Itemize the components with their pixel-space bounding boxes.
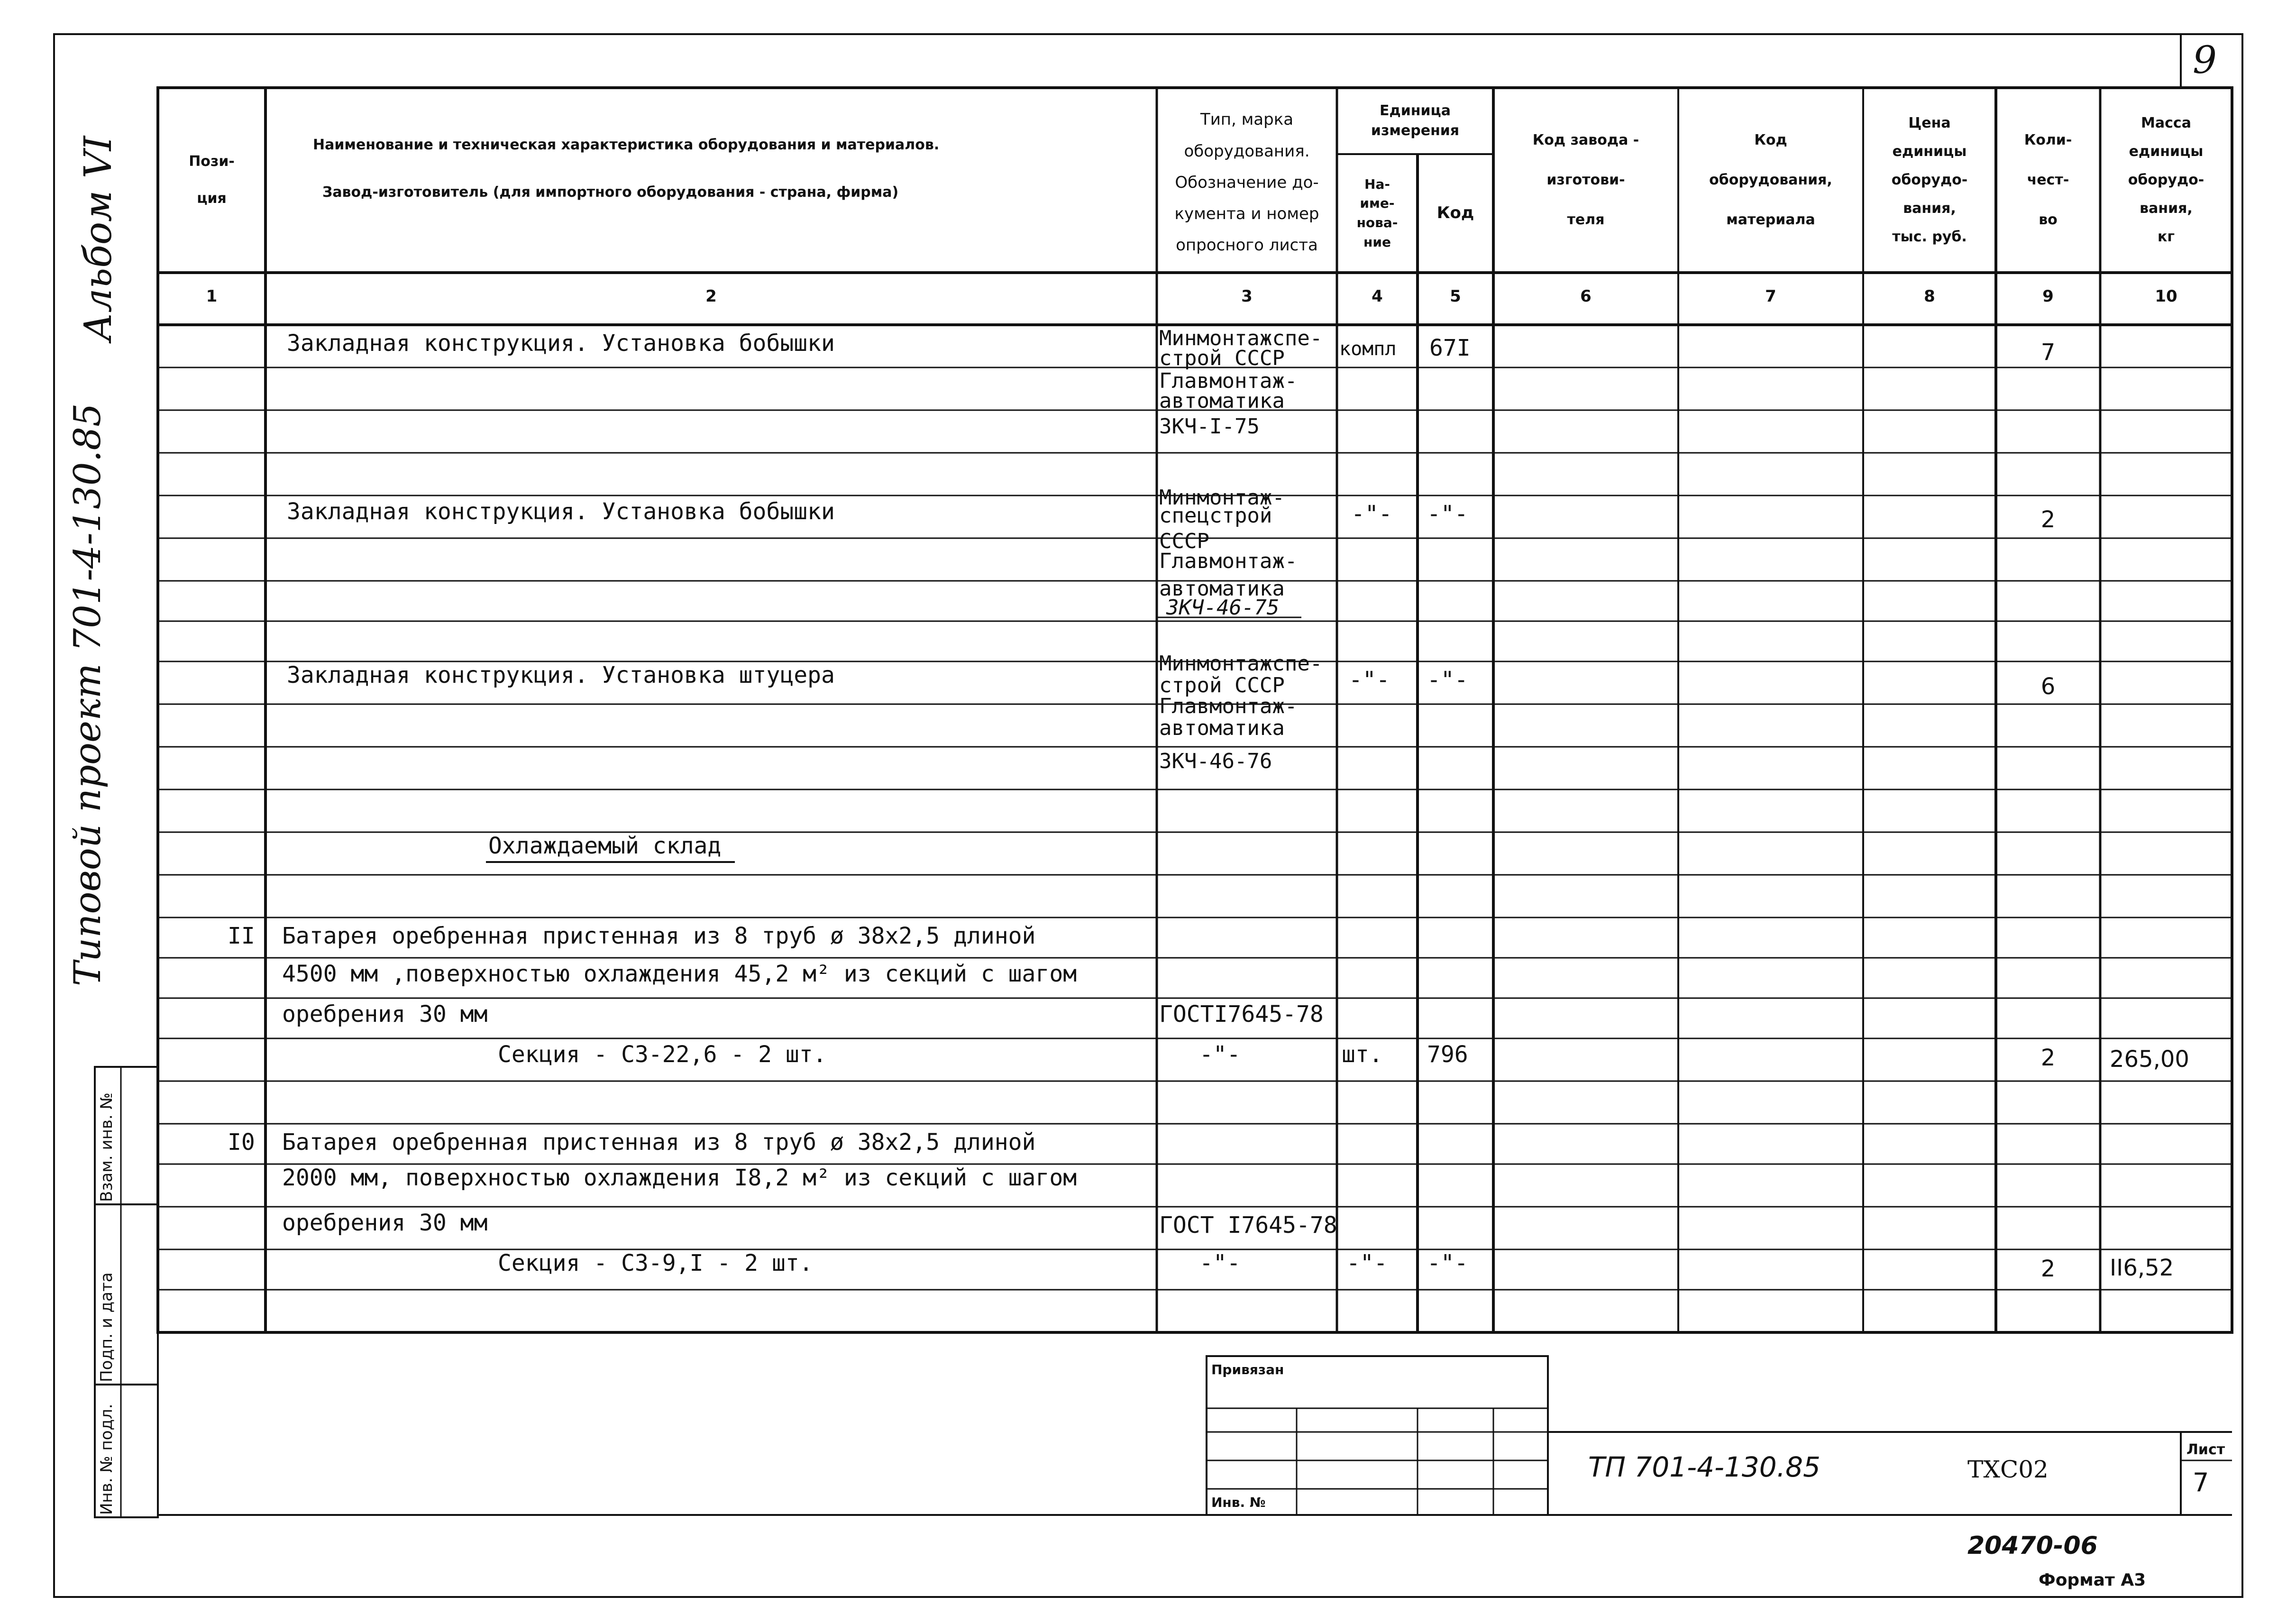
row3-doc-3: Главмонтаж- xyxy=(1159,694,1298,718)
header-name-line2: Завод-изготовитель (для импортного оборудования - страна, фирма) xyxy=(322,184,899,201)
row1-doc-4: автоматика xyxy=(1159,389,1285,413)
side-album-label: Альбом VI xyxy=(76,136,120,341)
row1-qty: 7 xyxy=(2040,339,2056,366)
row3-code: -"- xyxy=(1427,667,1468,693)
item11-unit: шт. xyxy=(1342,1041,1383,1068)
colnum-7: 7 xyxy=(1765,287,1776,306)
corner-sheet-number: 9 xyxy=(2193,38,2217,82)
colnum-10: 10 xyxy=(2155,287,2177,306)
colnum-5: 5 xyxy=(1450,287,1461,306)
item10-line3: оребрения 30 мм xyxy=(282,1210,488,1236)
row2-doc-1: Минмонтаж- xyxy=(1159,486,1285,510)
row1-name: Закладная конструкция. Установка бобышки xyxy=(287,330,835,357)
row1-unit: компл xyxy=(1339,338,1397,360)
item10-sub: Секция - СЗ-9,I - 2 шт. xyxy=(498,1250,813,1276)
item11-line3: оребрения 30 мм xyxy=(282,1001,488,1028)
header-mass: Масса единицы оборудо- вания, кг xyxy=(2128,115,2205,245)
item10-line1: Батарея оребренная пристенная из 8 труб ø 38х2,5 длиной xyxy=(282,1129,1036,1156)
stamp-inv-label: Инв. № xyxy=(1211,1495,1266,1510)
row3-doc-1: Минмонтажспе- xyxy=(1159,651,1323,676)
item11-code: 796 xyxy=(1427,1041,1468,1068)
item10-position: I0 xyxy=(228,1129,255,1156)
colnum-4: 4 xyxy=(1372,287,1383,306)
side-stamp-label-inv: Инв. № подл. xyxy=(97,1404,116,1515)
item11-sub-doc: -"- xyxy=(1199,1041,1241,1068)
format-label: Формат А3 xyxy=(2039,1570,2146,1590)
header-name-line1: Наименование и техническая характеристика оборудования и материалов. xyxy=(313,137,940,153)
row2-doc-4: Главмонтаж- xyxy=(1159,549,1298,573)
row2-doc-5: автоматика xyxy=(1159,577,1285,601)
row1-doc-5: ЗКЧ-I-75 xyxy=(1159,414,1260,439)
stamp-sheet-label: Лист xyxy=(2186,1441,2225,1458)
colnum-2: 2 xyxy=(705,287,717,306)
footer-number: 20470-06 xyxy=(1967,1532,2098,1560)
header-price: Цена единицы оборудо- вания, тыс. руб. xyxy=(1891,115,1968,245)
row1-doc-3: Главмонтаж- xyxy=(1159,369,1298,393)
header-equipment-code: Код оборудования, материала xyxy=(1709,132,1832,228)
header-unit: Единица измерения xyxy=(1371,102,1460,139)
item10-mass: II6,52 xyxy=(2110,1255,2174,1281)
item10-line2: 2000 мм, поверхностью охлаждения I8,2 м² из секций с шагом xyxy=(282,1165,1077,1191)
side-project-label: Типовой проект 701-4-130.85 xyxy=(66,403,109,986)
row2-qty: 2 xyxy=(2040,506,2056,533)
stamp-designation: ТП 701-4-130.85 xyxy=(1588,1451,1820,1483)
row2-doc-6: ЗКЧ-46-75 xyxy=(1166,596,1280,620)
stamp-doc-code: ТХС02 xyxy=(1967,1456,2049,1483)
item11-position: II xyxy=(228,923,255,949)
header-unit-name: На- име- нова- ние xyxy=(1356,176,1398,250)
header-quantity: Коли- чест- во xyxy=(2024,132,2072,228)
item11-doc: ГОСТI7645-78 xyxy=(1159,1001,1324,1028)
row3-qty: 6 xyxy=(2040,673,2056,700)
item10-qty: 2 xyxy=(2040,1256,2056,1282)
side-stamp-label-replace: Взам. инв. № xyxy=(97,1092,116,1202)
colnum-3: 3 xyxy=(1241,287,1253,306)
row2-name: Закладная конструкция. Установка бобышки xyxy=(287,498,835,525)
stamp-bound-label: Привязан xyxy=(1211,1362,1284,1377)
row1-code: 67I xyxy=(1429,335,1471,361)
header-position: Пози- ция xyxy=(189,153,235,207)
colnum-9: 9 xyxy=(2042,287,2054,306)
row3-doc-4: автоматика xyxy=(1159,716,1285,740)
header-unit-code: Код xyxy=(1436,203,1474,223)
row1-doc-2: строй СССР xyxy=(1159,346,1285,370)
colnum-6: 6 xyxy=(1580,287,1592,306)
stamp-sheet-value: 7 xyxy=(2193,1468,2209,1497)
item10-doc: ГОСТ I7645-78 xyxy=(1159,1212,1337,1239)
row2-doc-3: СССР xyxy=(1159,529,1209,553)
colnum-8: 8 xyxy=(1924,287,1935,306)
item11-mass: 265,00 xyxy=(2110,1046,2189,1073)
row3-unit: -"- xyxy=(1349,667,1390,693)
row2-code: -"- xyxy=(1427,501,1468,527)
colnum-1: 1 xyxy=(206,287,218,306)
row1-doc-1: Минмонтажспе- xyxy=(1159,326,1323,350)
item11-line2: 4500 мм ,поверхностью охлаждения 45,2 м² из секций с шагом xyxy=(282,961,1077,987)
row2-doc-2: спецстрой xyxy=(1159,504,1272,528)
row3-name: Закладная конструкция. Установка штуцера xyxy=(287,662,835,688)
item11-line1: Батарея оребренная пристенная из 8 труб ø 38х2,5 длиной xyxy=(282,923,1036,949)
header-plant-code: Код завода - изготови- теля xyxy=(1532,132,1639,228)
item11-qty: 2 xyxy=(2040,1045,2056,1071)
item10-unit: -"- xyxy=(1346,1250,1388,1276)
row3-doc-2: строй СССР xyxy=(1159,673,1285,697)
row2-unit: -"- xyxy=(1351,501,1392,527)
row3-doc-5: ЗКЧ-46-76 xyxy=(1159,749,1272,773)
item10-code: -"- xyxy=(1427,1250,1468,1276)
section-title: Охлаждаемый склад xyxy=(488,833,722,859)
side-stamp-label-sign: Подп. и дата xyxy=(97,1272,116,1382)
item10-sub-doc: -"- xyxy=(1199,1250,1241,1276)
header-type-doc: Тип, марка оборудования. Обозначение до- кумента и номер опросного листа xyxy=(1174,110,1319,255)
item11-sub: Секция - СЗ-22,6 - 2 шт. xyxy=(498,1041,827,1068)
